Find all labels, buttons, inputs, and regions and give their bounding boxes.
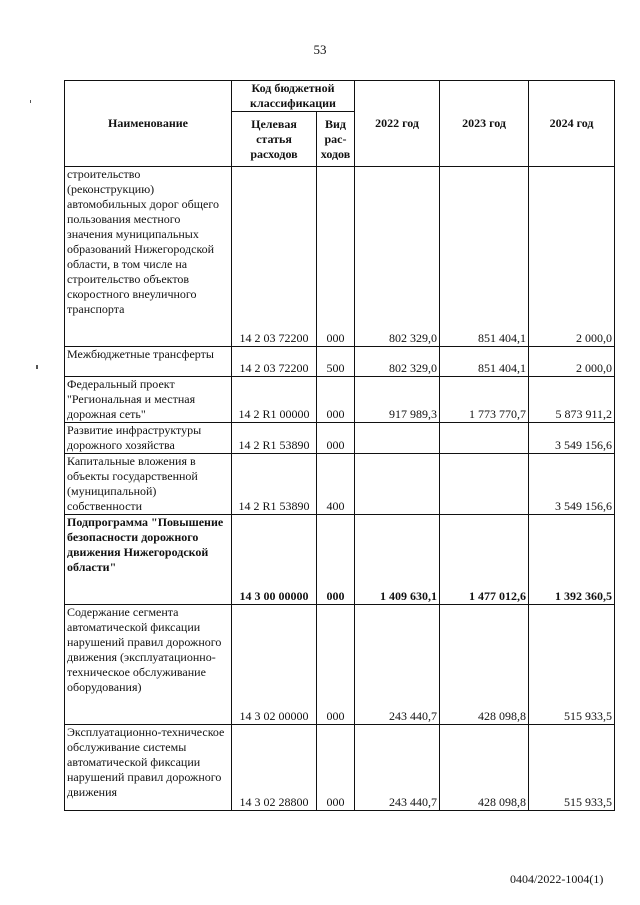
row-expense-type: 500 xyxy=(317,347,355,377)
row-value-2022: 802 329,0 xyxy=(355,167,440,347)
header-2023: 2023 год xyxy=(440,81,529,167)
row-value-2022: 243 440,7 xyxy=(355,725,440,811)
row-code: 14 2 R1 53890 xyxy=(232,423,317,454)
row-value-2024: 515 933,5 xyxy=(529,605,615,725)
table-row xyxy=(65,725,615,811)
document-code: 0404/2022-1004(1) xyxy=(510,872,604,886)
row-code: 14 2 03 72200 xyxy=(232,167,317,347)
row-name: Капитальные вложения в объекты государственной (муниципальной) собственности xyxy=(65,454,232,515)
header-2024: 2024 год xyxy=(529,81,615,167)
row-value-2023: 1 773 770,7 xyxy=(440,377,529,423)
row-value-2023: 428 098,8 xyxy=(440,725,529,811)
row-value-2024: 3 549 156,6 xyxy=(529,454,615,515)
header-expense-type: Вид рас-ходов xyxy=(317,112,355,167)
row-value-2023 xyxy=(440,454,529,515)
row-value-2024: 5 873 911,2 xyxy=(529,377,615,423)
page-number: 53 xyxy=(313,42,327,57)
row-name: строительство (реконструкцию) автомобильных дорог общего пользования местного значения муниципальных образований Нижегородской области, в том числе на строительство объектов скоростного внеуличного транспорта xyxy=(65,167,232,347)
scan-speck xyxy=(36,365,38,369)
table-row xyxy=(65,605,615,725)
row-expense-type: 000 xyxy=(317,167,355,347)
table-row xyxy=(65,167,615,347)
row-value-2023: 851 404,1 xyxy=(440,167,529,347)
table-row xyxy=(65,377,615,423)
row-name: Развитие инфраструктуры дорожного хозяйства xyxy=(65,423,232,454)
row-value-2022: 917 989,3 xyxy=(355,377,440,423)
row-code: 14 2 R1 00000 xyxy=(232,377,317,423)
row-value-2022 xyxy=(355,423,440,454)
row-value-2022: 1 409 630,1 xyxy=(355,515,440,605)
row-code: 14 3 02 00000 xyxy=(232,605,317,725)
header-code-group: Код бюджетной классификации xyxy=(232,81,355,112)
row-name: Эксплуатационно-техническое обслуживание системы автоматической фиксации нарушений правил дорожного движения xyxy=(65,725,232,811)
row-expense-type: 000 xyxy=(317,377,355,423)
row-value-2022: 243 440,7 xyxy=(355,605,440,725)
row-value-2023: 428 098,8 xyxy=(440,605,529,725)
table-row xyxy=(65,423,615,454)
row-code: 14 2 R1 53890 xyxy=(232,454,317,515)
table-row xyxy=(65,515,615,605)
budget-table xyxy=(64,80,615,811)
row-expense-type: 000 xyxy=(317,725,355,811)
row-name: Федеральный проект "Региональная и местная дорожная сеть" xyxy=(65,377,232,423)
row-value-2023 xyxy=(440,423,529,454)
row-value-2024: 515 933,5 xyxy=(529,725,615,811)
row-value-2023: 1 477 012,6 xyxy=(440,515,529,605)
table-row xyxy=(65,454,615,515)
row-name: Содержание сегмента автоматической фиксации нарушений правил дорожного движения (эксплуатационно-техническое обслуживание оборудования) xyxy=(65,605,232,725)
header-2022: 2022 год xyxy=(355,81,440,167)
row-code: 14 2 03 72200 xyxy=(232,347,317,377)
row-expense-type: 400 xyxy=(317,454,355,515)
row-value-2022 xyxy=(355,454,440,515)
row-value-2022: 802 329,0 xyxy=(355,347,440,377)
row-name: Межбюджетные трансферты xyxy=(65,347,232,377)
row-code: 14 3 02 28800 xyxy=(232,725,317,811)
row-value-2024: 1 392 360,5 xyxy=(529,515,615,605)
header-name: Наименование xyxy=(65,81,232,167)
row-name: Подпрограмма "Повышение безопасности дорожного движения Нижегородской области" xyxy=(65,515,232,605)
row-value-2024: 2 000,0 xyxy=(529,347,615,377)
header-target-item: Целевая статья расходов xyxy=(232,112,317,167)
row-value-2024: 2 000,0 xyxy=(529,167,615,347)
row-expense-type: 000 xyxy=(317,515,355,605)
row-value-2024: 3 549 156,6 xyxy=(529,423,615,454)
row-value-2023: 851 404,1 xyxy=(440,347,529,377)
table-row xyxy=(65,347,615,377)
row-code: 14 3 00 00000 xyxy=(232,515,317,605)
row-expense-type: 000 xyxy=(317,605,355,725)
scan-speck xyxy=(30,100,31,103)
row-expense-type: 000 xyxy=(317,423,355,454)
